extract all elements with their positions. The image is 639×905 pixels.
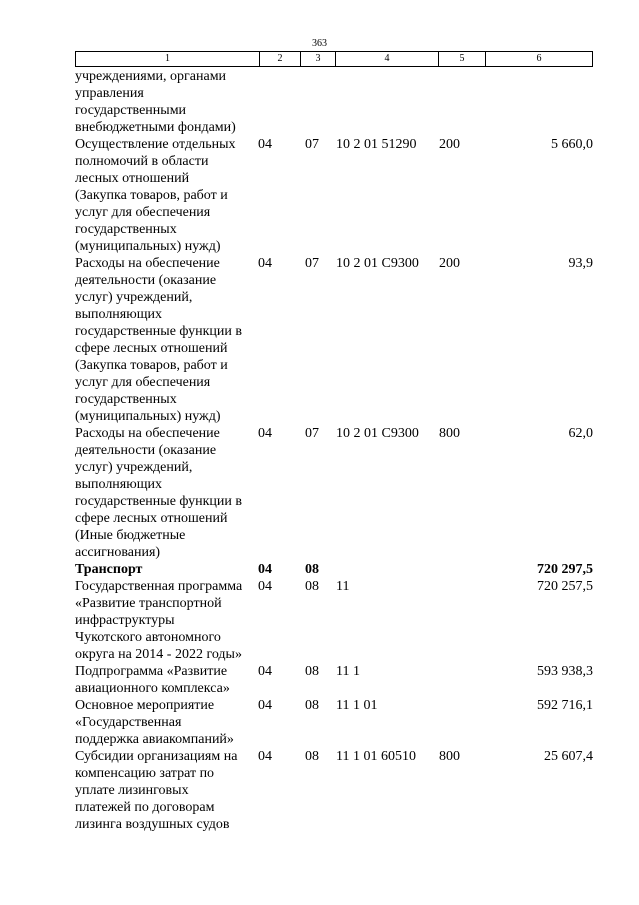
table-row [75,425,595,561]
row-section: 04 [258,562,272,577]
row-subsection: 07 [305,137,319,152]
row-target-article: 11 1 [336,664,360,679]
row-subsection: 07 [305,256,319,271]
table-body [75,68,595,833]
row-target-article: 10 2 01 С9300 [336,426,419,441]
row-description [75,697,258,748]
description-line: «Государственная [75,715,182,730]
row-description [75,663,258,697]
description-line: услуг) учреждений, [75,290,193,305]
description-line: лизинга воздушных судов [75,817,230,832]
description-line: (Закупка товаров, работ и [75,358,228,373]
description-line: услуг) учреждений, [75,460,193,475]
description-line: инфраструктуры [75,613,175,628]
header-col-1: 1 [165,53,170,64]
description-line: Транспорт [75,562,143,577]
description-line: Чукотского автономного [75,630,221,645]
description-line: государственными [75,103,187,118]
row-target-article: 11 [336,579,350,594]
description-line: «Развитие транспортной [75,596,222,611]
description-line: выполняющих [75,477,162,492]
description-line: услуг для обеспечения [75,375,211,390]
row-description [75,255,258,425]
header-col-5: 5 [438,52,485,66]
row-section: 04 [258,137,272,152]
row-amount: 592 716,1 [537,698,593,713]
description-line: государственные функции в [75,494,243,509]
row-subsection: 08 [305,562,319,577]
row-section: 04 [258,664,272,679]
row-subsection: 08 [305,579,319,594]
description-line: платежей по договорам [75,800,215,815]
row-target-article: 11 1 01 [336,698,378,713]
description-line: поддержка авиакомпаний» [75,732,234,747]
row-amount: 5 660,0 [551,137,593,152]
row-amount: 62,0 [568,426,593,441]
description-line: Расходы на обеспечение [75,426,220,441]
description-line: Подпрограмма «Развитие [75,664,228,679]
description-line: выполняющих [75,307,162,322]
row-section: 04 [258,749,272,764]
row-section: 04 [258,698,272,713]
description-line: Основное мероприятие [75,698,215,713]
description-line: Осуществление отдельных [75,137,236,152]
row-amount: 720 257,5 [537,579,593,594]
description-line: услуг для обеспечения [75,205,211,220]
row-description [75,578,258,663]
row-section: 04 [258,579,272,594]
row-description [75,136,258,255]
row-section: 04 [258,426,272,441]
description-line: учреждениями, органами [75,69,227,84]
description-line: полномочий в области [75,154,209,169]
table-row [75,68,595,136]
table-row [75,748,595,833]
description-line: государственных [75,222,177,237]
description-line: управления [75,86,144,101]
description-line: Расходы на обеспечение [75,256,220,271]
row-expense-type: 800 [439,749,460,764]
row-description [75,425,258,561]
description-line: уплате лизинговых [75,783,189,798]
row-target-article: 10 2 01 51290 [336,137,417,152]
description-line: Государственная программа [75,579,243,594]
description-line: округа на 2014 - 2022 годы» [75,647,242,662]
description-line: деятельности (оказание [75,273,217,288]
table-row [75,578,595,663]
description-line: лесных отношений [75,171,190,186]
row-amount: 93,9 [568,256,593,271]
table-row [75,255,595,425]
header-col-6: 6 [485,52,592,66]
table-row [75,136,595,255]
row-subsection: 07 [305,426,319,441]
description-line: авиационного комплекса» [75,681,230,696]
description-line: компенсацию затрат по [75,766,215,781]
description-line: (муниципальных) нужд) [75,239,221,254]
row-description [75,748,258,833]
row-amount: 720 297,5 [537,562,593,577]
table-row [75,697,595,748]
description-line: государственных [75,392,177,407]
description-line: внебюджетными фондами) [75,120,236,135]
row-subsection: 08 [305,749,319,764]
row-target-article: 11 1 01 60510 [336,749,416,764]
row-target-article: 10 2 01 С9300 [336,256,419,271]
header-col-3: 3 [300,52,335,66]
description-line: сфере лесных отношений [75,341,228,356]
row-expense-type: 200 [439,256,460,271]
description-line: ассигнования) [75,545,161,560]
row-subsection: 08 [305,698,319,713]
row-amount: 593 938,3 [537,664,593,679]
row-expense-type: 200 [439,137,460,152]
description-line: Субсидии организациям на [75,749,238,764]
description-line: (Иные бюджетные [75,528,186,543]
row-description [75,561,258,578]
page-number: 363 [312,38,327,49]
row-subsection: 08 [305,664,319,679]
header-col-2: 2 [259,52,300,66]
description-line: государственные функции в [75,324,243,339]
table-row [75,663,595,697]
description-line: деятельности (оказание [75,443,217,458]
description-line: (муниципальных) нужд) [75,409,221,424]
row-description [75,68,258,136]
description-line: (Закупка товаров, работ и [75,188,228,203]
header-col-4: 4 [335,52,438,66]
row-section: 04 [258,256,272,271]
table-row [75,561,595,578]
row-expense-type: 800 [439,426,460,441]
row-amount: 25 607,4 [544,749,593,764]
table-header [75,51,593,67]
description-line: сфере лесных отношений [75,511,228,526]
